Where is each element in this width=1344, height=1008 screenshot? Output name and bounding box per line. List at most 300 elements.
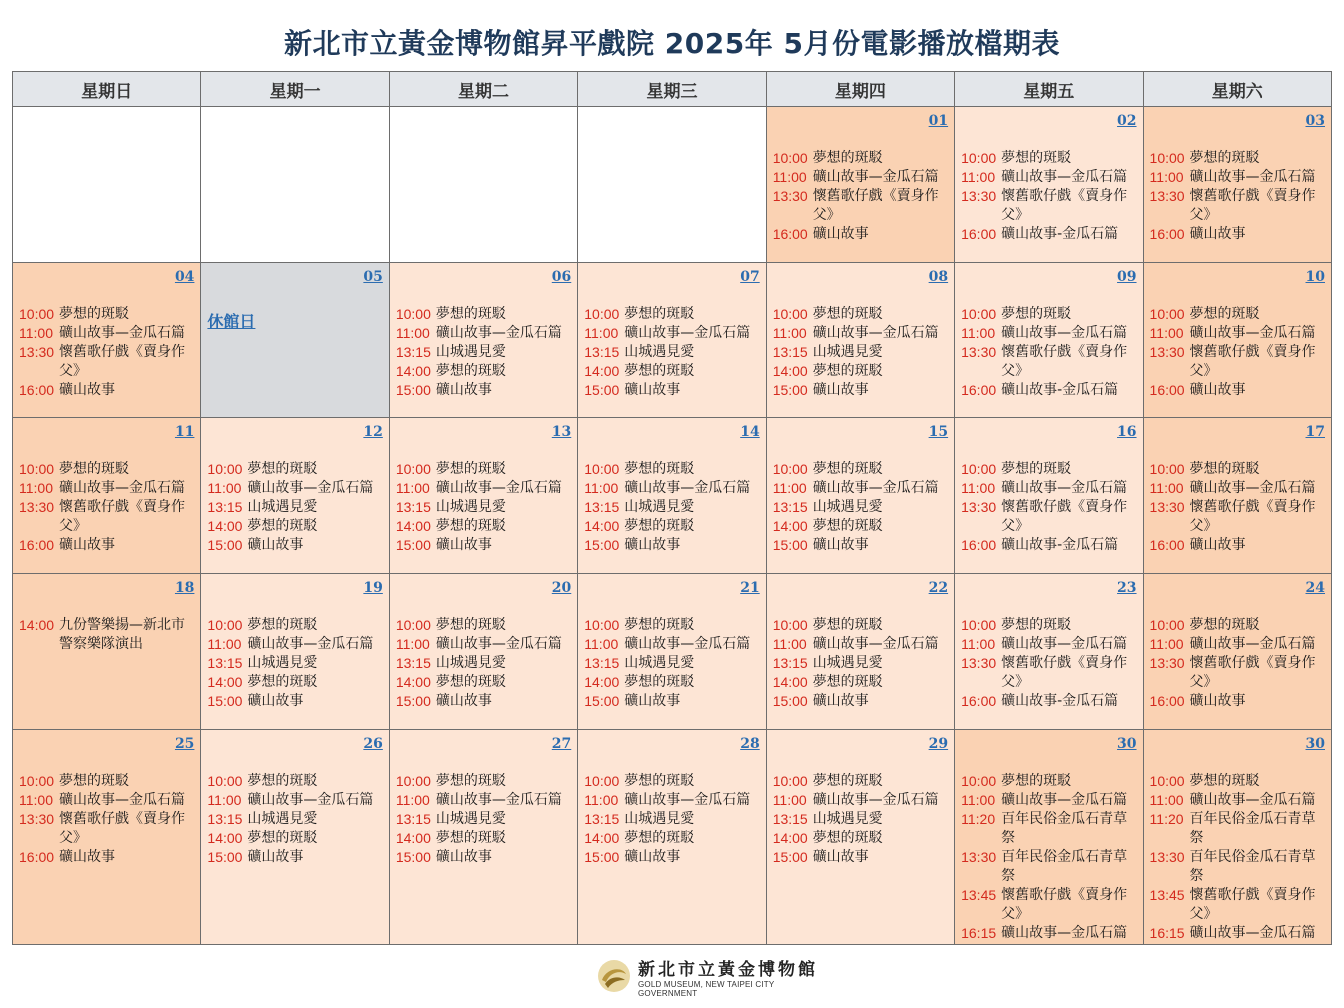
screening-title: 夢想的斑駁 [812, 617, 883, 634]
screening-item [1150, 324, 1327, 343]
day-cell [13, 729, 201, 944]
screening-title: 礦山故事—金瓜石篇 [59, 480, 185, 497]
screening-time: 13:15 [772, 499, 808, 516]
screening-title: 山城遇見愛 [435, 810, 506, 827]
screening-time: 15:00 [772, 848, 808, 865]
screening-time: 13:30 [1149, 655, 1185, 672]
event-list [578, 444, 765, 555]
screening-title: 夢想的斑駁 [812, 362, 883, 379]
screening-title: 夢想的斑駁 [624, 829, 695, 846]
screening-time: 11:00 [584, 480, 619, 497]
screening-item [961, 498, 1138, 536]
screening-item [773, 517, 950, 536]
screening-title: 懷舊歌仔戲《賣身作父》 [1001, 188, 1128, 223]
screening-item [584, 479, 761, 498]
screening-time: 10:00 [1149, 305, 1185, 322]
weekday-header: 星期二 [389, 72, 577, 107]
screening-title: 礦山故事—金瓜石篇 [247, 636, 374, 653]
screening-time: 11:00 [1149, 791, 1184, 808]
screening-time: 10:00 [395, 617, 431, 634]
screening-item [961, 810, 1138, 848]
day-number-link[interactable]: 01 [928, 113, 949, 129]
screening-item [961, 886, 1138, 924]
screening-item [584, 305, 761, 324]
screening-title: 礦山故事 [812, 693, 869, 710]
screening-time: 10:00 [772, 461, 808, 478]
screening-time: 13:15 [395, 343, 431, 360]
event-list [767, 133, 954, 244]
screening-title: 礦山故事—金瓜石篇 [1189, 791, 1316, 808]
screening-item [396, 673, 573, 692]
screening-title: 山城遇見愛 [812, 499, 883, 516]
screening-item [773, 498, 950, 517]
screening-time: 15:00 [584, 537, 620, 554]
screening-item [396, 536, 573, 555]
screening-title: 夢想的斑駁 [59, 772, 129, 789]
screening-title: 夢想的斑駁 [1189, 305, 1260, 322]
screening-item [584, 517, 761, 536]
screening-item [19, 343, 196, 381]
screening-time: 11:00 [1149, 480, 1184, 497]
screening-item [773, 324, 950, 343]
week-row [13, 262, 1332, 418]
screening-title: 懷舊歌仔戲《賣身作父》 [1001, 886, 1128, 922]
screening-time: 15:00 [584, 381, 620, 398]
day-number-link[interactable]: 19 [363, 580, 383, 597]
screening-item [773, 673, 950, 692]
screening-title: 夢想的斑駁 [435, 829, 506, 846]
day-cell [578, 418, 766, 574]
screening-title: 礦山故事 [59, 537, 115, 554]
screening-time: 13:30 [1149, 188, 1185, 204]
weekday-header-row [13, 72, 1332, 107]
day-cell [1143, 574, 1331, 730]
screening-title: 夢想的斑駁 [435, 518, 506, 535]
screening-time: 15:00 [395, 381, 431, 398]
screening-title: 山城遇見愛 [624, 499, 695, 516]
day-number-link[interactable]: 10 [1305, 268, 1325, 285]
day-number-link[interactable]: 21 [740, 580, 760, 597]
screening-item [396, 810, 573, 829]
screening-time: 13:45 [1149, 886, 1185, 903]
screening-title: 礦山故事—金瓜石篇 [1001, 480, 1128, 497]
museum-name-cn: 新北市立黃金博物館 [638, 959, 818, 980]
day-cell [389, 574, 577, 730]
event-list [390, 289, 577, 400]
screening-title: 礦山故事-金瓜石篇 [1001, 226, 1119, 242]
screening-item [19, 536, 196, 555]
screening-title: 夢想的斑駁 [624, 518, 695, 535]
screening-title: 礦山故事 [59, 381, 115, 398]
screening-item [396, 460, 573, 479]
screening-time: 15:00 [207, 537, 243, 554]
empty-day-cell [201, 107, 389, 263]
week-row [13, 574, 1332, 730]
screening-time: 11:00 [584, 791, 619, 808]
screening-time: 14:00 [395, 362, 431, 379]
screening-time: 15:00 [584, 848, 620, 865]
screening-time: 16:15 [1149, 924, 1185, 941]
screening-time: 13:15 [584, 655, 620, 672]
screening-time: 14:00 [584, 829, 620, 846]
screening-title: 夢想的斑駁 [624, 772, 695, 789]
day-cell [13, 574, 201, 730]
screening-title: 礦山故事—金瓜石篇 [812, 791, 939, 808]
screening-title: 礦山故事 [812, 381, 869, 398]
screening-time: 13:30 [19, 343, 55, 360]
event-list [1144, 444, 1331, 555]
screening-title: 懷舊歌仔戲《賣身作父》 [59, 499, 185, 535]
screening-title: 夢想的斑駁 [59, 461, 129, 478]
screening-item [207, 829, 384, 848]
day-cell [766, 729, 954, 944]
screening-time: 10:00 [1149, 150, 1185, 166]
day-cell [955, 729, 1143, 944]
screening-time: 11:00 [772, 169, 807, 185]
screening-title: 礦山故事 [247, 693, 304, 710]
screening-time: 14:00 [207, 829, 243, 846]
screening-item [1150, 886, 1327, 924]
day-cell [578, 729, 766, 944]
screening-item [1150, 460, 1327, 479]
screening-time: 14:00 [395, 829, 431, 846]
screening-title: 夢想的斑駁 [1189, 461, 1260, 478]
screening-title: 礦山故事—金瓜石篇 [624, 791, 751, 808]
screening-time: 11:00 [584, 636, 619, 653]
screening-time: 15:00 [207, 693, 243, 710]
screening-item [1150, 381, 1327, 400]
screening-item [396, 343, 573, 362]
event-list [13, 600, 200, 654]
screening-title: 山城遇見愛 [624, 810, 695, 827]
screening-title: 礦山故事—金瓜石篇 [624, 324, 751, 341]
screening-time: 14:00 [772, 674, 808, 691]
screening-title: 夢想的斑駁 [247, 772, 318, 789]
screening-time: 14:00 [395, 674, 431, 691]
event-list [1144, 289, 1331, 400]
screening-item [207, 498, 384, 517]
day-number-link[interactable]: 30 [1117, 735, 1137, 752]
screening-item [207, 692, 384, 711]
screening-item [396, 324, 573, 343]
screening-time: 10:00 [584, 461, 620, 478]
screening-title: 礦山故事 [247, 537, 304, 554]
screening-item [584, 810, 761, 829]
screening-time: 11:00 [772, 636, 807, 653]
screening-item [773, 305, 950, 324]
day-number-link[interactable]: 15 [928, 424, 949, 441]
screening-title: 夢想的斑駁 [435, 617, 506, 634]
screening-title: 懷舊歌仔戲《賣身作父》 [1001, 343, 1128, 379]
screening-item [773, 791, 950, 810]
screening-time: 11:00 [1149, 324, 1184, 341]
screening-title: 夢想的斑駁 [624, 305, 695, 322]
screening-time: 13:15 [395, 655, 431, 672]
screening-title: 百年民俗金瓜石青草祭 [1001, 810, 1128, 846]
day-number-link[interactable]: 20 [551, 580, 572, 597]
day-number-link[interactable]: 11 [174, 424, 195, 441]
screening-time: 14:00 [772, 362, 808, 379]
screening-time: 10:00 [961, 617, 997, 634]
screening-title: 礦山故事—金瓜石篇 [59, 324, 185, 341]
screening-time: 16:00 [1149, 226, 1185, 242]
screening-time: 10:00 [584, 772, 620, 789]
screening-time: 13:30 [961, 188, 997, 204]
screening-time: 15:00 [207, 848, 243, 865]
screening-time: 16:00 [1149, 693, 1185, 710]
screening-title: 夢想的斑駁 [247, 617, 318, 634]
screening-item [396, 362, 573, 381]
screening-time: 10:00 [961, 150, 997, 166]
closed-day-label[interactable]: 休館日 [207, 311, 256, 331]
day-number-link[interactable]: 28 [740, 735, 760, 752]
screening-item [584, 381, 761, 400]
screening-title: 礦山故事 [1189, 693, 1246, 710]
screening-item [1150, 810, 1327, 848]
day-cell [201, 262, 389, 418]
screening-title: 夢想的斑駁 [1001, 305, 1072, 322]
screening-item [961, 305, 1138, 324]
screening-item [584, 324, 761, 343]
day-cell [578, 574, 766, 730]
event-list [767, 756, 954, 867]
screening-item [773, 362, 950, 381]
event-list [767, 600, 954, 711]
empty-day-cell [13, 107, 201, 263]
day-number-link[interactable]: 12 [363, 424, 383, 441]
event-list [578, 289, 765, 400]
screening-item [961, 692, 1138, 711]
screening-item [961, 187, 1138, 225]
event-list [767, 444, 954, 555]
day-number-link[interactable]: 29 [928, 735, 949, 752]
screening-item [961, 616, 1138, 635]
screening-item [396, 305, 573, 324]
screening-title: 懷舊歌仔戲《賣身作父》 [1189, 886, 1316, 922]
screening-item [584, 692, 761, 711]
day-number-link[interactable]: 18 [174, 580, 195, 597]
day-cell [1143, 107, 1331, 263]
screening-time: 13:15 [772, 343, 808, 360]
screening-title: 懷舊歌仔戲《賣身作父》 [812, 188, 939, 223]
screening-item [396, 479, 573, 498]
screening-title: 懷舊歌仔戲《賣身作父》 [59, 810, 185, 846]
screening-time: 10:00 [395, 772, 431, 789]
screening-item [584, 498, 761, 517]
screening-title: 夢想的斑駁 [1189, 150, 1260, 166]
screening-title: 夢想的斑駁 [435, 461, 506, 478]
gold-museum-logo-icon [596, 958, 632, 994]
day-number-link[interactable]: 24 [1305, 580, 1325, 597]
screening-time: 14:00 [19, 617, 55, 634]
weekday-header: 星期三 [578, 72, 766, 107]
screening-title: 礦山故事—金瓜石篇 [247, 480, 374, 497]
day-number-link[interactable]: 13 [551, 424, 572, 441]
screening-item [584, 616, 761, 635]
screening-time: 13:30 [1149, 499, 1185, 516]
screening-item [396, 829, 573, 848]
day-number-link[interactable]: 04 [174, 268, 195, 285]
screening-title: 礦山故事 [435, 381, 492, 398]
day-number-link[interactable]: 25 [174, 735, 195, 752]
weekday-header: 星期日 [13, 72, 201, 107]
event-list [1144, 600, 1331, 711]
screening-time: 14:00 [207, 674, 243, 691]
screening-time: 11:00 [207, 480, 242, 497]
screening-title: 百年民俗金瓜石青草祭 [1001, 848, 1128, 884]
day-number-link[interactable]: 05 [363, 268, 383, 285]
screening-item [961, 168, 1138, 187]
screening-time: 11:00 [1149, 169, 1184, 185]
screening-item [1150, 536, 1327, 555]
screening-item [1150, 924, 1327, 943]
empty-day-cell [389, 107, 577, 263]
screening-time: 11:00 [961, 169, 996, 185]
screening-item [396, 848, 573, 867]
screening-time: 14:00 [584, 362, 620, 379]
day-number-link[interactable]: 30 [1305, 735, 1325, 752]
screening-title: 夢想的斑駁 [812, 150, 883, 166]
screening-item [961, 460, 1138, 479]
screening-title: 礦山故事—金瓜石篇 [1001, 636, 1128, 653]
day-number-link[interactable]: 22 [928, 580, 949, 597]
screening-title: 礦山故事 [247, 848, 304, 865]
screening-item [961, 635, 1138, 654]
screening-item [1150, 791, 1327, 810]
screening-title: 礦山故事-金瓜石篇 [1001, 537, 1119, 554]
day-number-link[interactable]: 16 [1117, 424, 1137, 441]
screening-time: 11:00 [961, 636, 996, 653]
screening-title: 礦山故事 [1189, 381, 1246, 398]
screening-item [961, 343, 1138, 381]
screening-title: 夢想的斑駁 [1001, 461, 1072, 478]
day-cell [389, 262, 577, 418]
screening-item [773, 149, 950, 168]
screening-item [773, 692, 950, 711]
screening-title: 山城遇見愛 [247, 499, 318, 516]
screening-title: 懷舊歌仔戲《賣身作父》 [59, 343, 185, 379]
day-cell [955, 107, 1143, 263]
screening-time: 10:00 [19, 305, 55, 322]
screening-time: 15:00 [584, 693, 620, 710]
screening-time: 10:00 [1149, 617, 1185, 634]
screening-item [1150, 149, 1327, 168]
screening-title: 夢想的斑駁 [247, 829, 318, 846]
weekday-header: 星期四 [766, 72, 954, 107]
day-number-link[interactable]: 02 [1117, 113, 1137, 129]
day-cell [1143, 729, 1331, 944]
screening-time: 13:45 [961, 886, 997, 903]
screening-item [773, 810, 950, 829]
day-number-link[interactable]: 17 [1305, 424, 1325, 441]
day-number-link[interactable]: 23 [1117, 580, 1137, 597]
screening-title: 懷舊歌仔戲《賣身作父》 [1189, 343, 1316, 379]
day-cell [13, 262, 201, 418]
event-list [578, 600, 765, 711]
screening-time: 11:00 [961, 324, 996, 341]
screening-time: 13:30 [961, 343, 997, 360]
screening-item [19, 479, 196, 498]
screening-item [396, 381, 573, 400]
day-number-link[interactable]: 27 [551, 735, 572, 752]
museum-footer-logo [596, 954, 826, 998]
screening-time: 13:30 [961, 848, 997, 865]
screening-title: 夢想的斑駁 [247, 461, 318, 478]
screening-title: 礦山故事—金瓜石篇 [1189, 324, 1316, 341]
screening-title: 礦山故事-金瓜石篇 [1001, 381, 1119, 398]
week-row [13, 729, 1332, 944]
screening-title: 礦山故事 [435, 537, 492, 554]
screening-title: 礦山故事—金瓜石篇 [435, 636, 562, 653]
screening-time: 13:15 [584, 343, 620, 360]
screening-item [396, 692, 573, 711]
screening-item [773, 654, 950, 673]
screening-time: 11:00 [772, 791, 807, 808]
day-number-link[interactable]: 03 [1305, 113, 1325, 129]
screening-time: 11:00 [772, 324, 807, 341]
screening-title: 山城遇見愛 [435, 655, 506, 672]
screening-title: 夢想的斑駁 [435, 305, 506, 322]
event-list [955, 133, 1142, 244]
weekday-header: 星期一 [201, 72, 389, 107]
screening-item [207, 460, 384, 479]
event-list [955, 444, 1142, 555]
screening-item [1150, 692, 1327, 711]
screening-time: 15:00 [772, 537, 808, 554]
day-number-link[interactable]: 07 [740, 268, 760, 285]
screening-item [1150, 479, 1327, 498]
screening-item [207, 848, 384, 867]
screening-title: 礦山故事—金瓜石篇 [624, 636, 751, 653]
screening-item [773, 616, 950, 635]
screening-time: 11:00 [961, 791, 996, 808]
screening-item [1150, 498, 1327, 536]
screening-time: 11:00 [1149, 636, 1184, 653]
screening-item [207, 772, 384, 791]
day-number-link[interactable]: 08 [928, 268, 949, 285]
day-number-link[interactable]: 14 [740, 424, 760, 441]
empty-day-cell [578, 107, 766, 263]
day-number-link[interactable]: 09 [1117, 268, 1137, 285]
screening-time: 11:00 [395, 791, 430, 808]
event-list [955, 600, 1142, 711]
screening-title: 山城遇見愛 [435, 499, 506, 516]
screening-time: 13:30 [1149, 343, 1185, 360]
screening-time: 13:15 [584, 499, 620, 516]
screening-time: 11:00 [19, 791, 53, 808]
screening-title: 礦山故事—金瓜石篇 [435, 791, 562, 808]
day-number-link[interactable]: 26 [363, 735, 383, 752]
screening-title: 夢想的斑駁 [59, 305, 129, 322]
screening-time: 16:00 [961, 226, 997, 242]
screening-item [961, 536, 1138, 555]
day-cell [201, 729, 389, 944]
screening-title: 礦山故事 [812, 848, 869, 865]
screening-title: 礦山故事—金瓜石篇 [812, 324, 939, 341]
screening-item [207, 810, 384, 829]
screening-time: 11:00 [961, 480, 996, 497]
screening-title: 夢想的斑駁 [624, 617, 695, 634]
screening-time: 16:00 [772, 226, 808, 242]
day-number-link[interactable]: 06 [551, 268, 572, 285]
screening-time: 10:00 [395, 461, 431, 478]
day-cell [766, 418, 954, 574]
screening-item [19, 498, 196, 536]
screening-title: 夢想的斑駁 [1189, 617, 1260, 634]
screening-time: 11:00 [19, 324, 53, 341]
screening-title: 夢想的斑駁 [812, 772, 883, 789]
screening-time: 11:20 [961, 810, 996, 827]
